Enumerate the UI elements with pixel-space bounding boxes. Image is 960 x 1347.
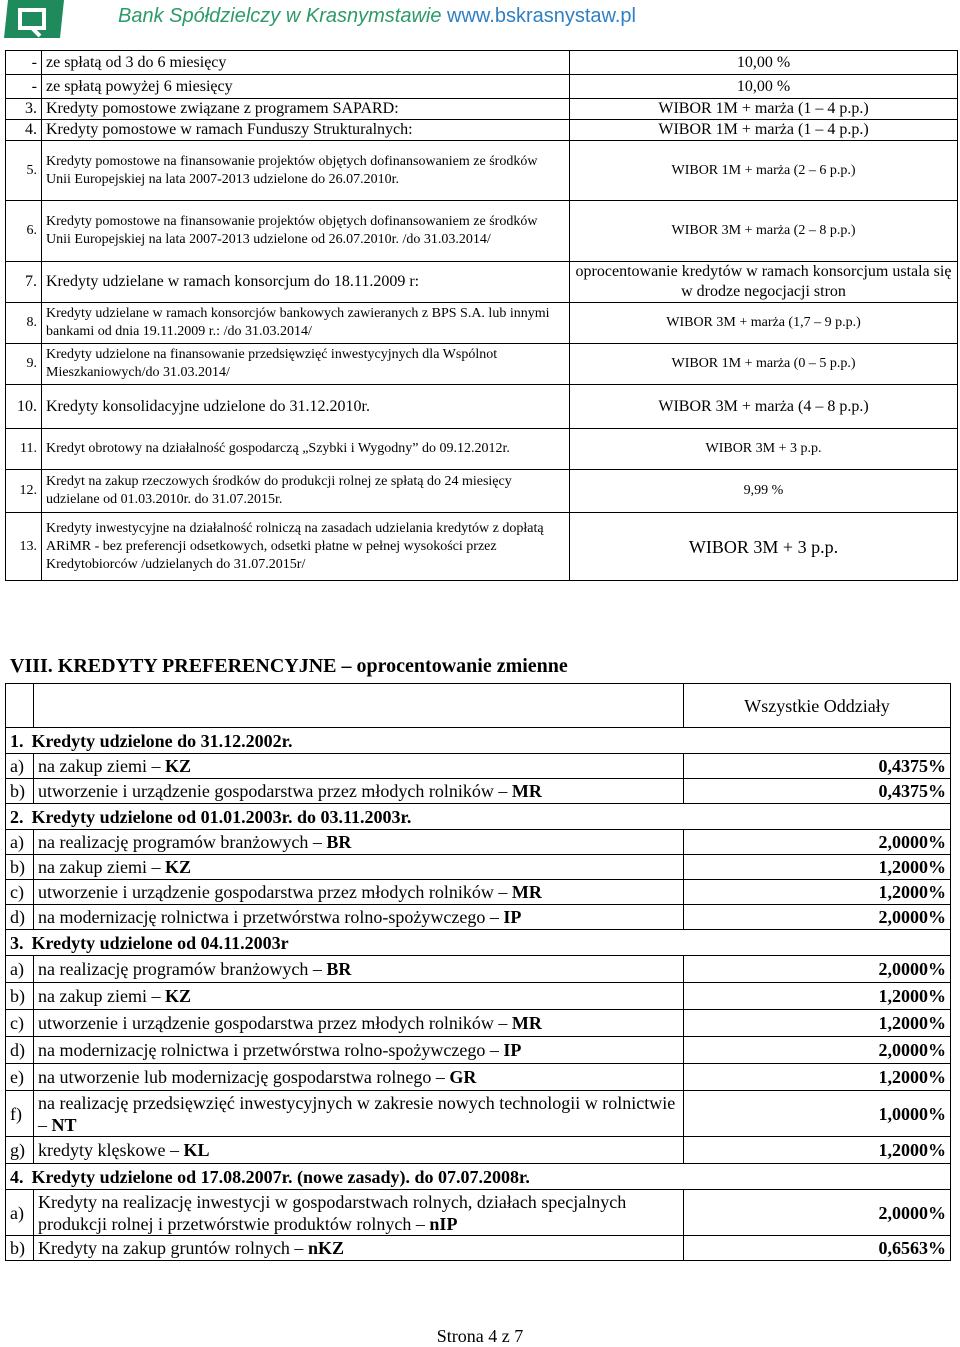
- item-code: MR: [511, 1013, 542, 1033]
- group-header-row: [6, 804, 951, 830]
- item-rate: 2,0000%: [684, 1037, 951, 1064]
- item-rate: 1,0000%: [684, 1091, 951, 1137]
- row-label: ze spłatą powyżej 6 miesięcy: [42, 75, 570, 99]
- item-code: KZ: [164, 756, 191, 776]
- item-code: KZ: [164, 857, 191, 877]
- row-number: 9.: [6, 344, 42, 385]
- item-letter: g): [6, 1137, 34, 1164]
- item-code: IP: [503, 1040, 522, 1060]
- item-rate: 2,0000%: [684, 830, 951, 855]
- item-description-cell: [34, 1010, 684, 1037]
- item-code: NT: [51, 1114, 77, 1135]
- table-row: [6, 262, 958, 303]
- item-description-cell: [34, 830, 684, 855]
- table-row: [6, 75, 958, 99]
- row-number: 4.: [6, 120, 42, 141]
- table-row: [6, 385, 958, 429]
- group-header-row: [6, 930, 951, 956]
- item-rate: 2,0000%: [684, 956, 951, 983]
- item-letter: e): [6, 1064, 34, 1091]
- item-code: nIP: [429, 1213, 458, 1234]
- table-row: [6, 754, 951, 779]
- row-rate: WIBOR 3M + marża (4 – 8 p.p.): [570, 385, 958, 429]
- row-label: Kredyty pomostowe w ramach Funduszy Strukturalnych:: [42, 120, 570, 141]
- page-header: [0, 0, 960, 42]
- row-number: -: [6, 51, 42, 75]
- item-description: na zakup ziemi –: [38, 857, 165, 877]
- row-label: Kredyty pomostowe na finansowanie projektów objętych dofinansowaniem ze środków Unii Europejskiej na lata 2007-2013 udzielone do 26.07.2010r.: [42, 141, 570, 201]
- item-description: na modernizację rolnictwa i przetwórstwa rolno-spożywczego –: [38, 1040, 504, 1060]
- item-code: KL: [183, 1140, 210, 1160]
- row-number: 11.: [6, 429, 42, 470]
- item-description: Kredyty na zakup gruntów rolnych –: [38, 1238, 308, 1258]
- group-title: Kredyty udzielone od 04.11.2003r: [31, 932, 289, 953]
- row-number: 12.: [6, 470, 42, 513]
- table-row: [6, 1236, 951, 1261]
- row-label: Kredyty udzielane w ramach konsorcjów bankowych zawieranych z BPS S.A. lub innymi bankami od dnia 19.11.2009 r.: /do 31.03.2014/: [42, 303, 570, 344]
- table-row: [6, 830, 951, 855]
- group-title: Kredyty udzielone od 17.08.2007r. (nowe zasady). do 07.07.2008r.: [31, 1166, 530, 1187]
- row-rate: 10,00 %: [570, 75, 958, 99]
- item-code: nKZ: [307, 1238, 344, 1258]
- item-letter: a): [6, 754, 34, 779]
- item-code: BR: [326, 832, 352, 852]
- item-description: kredyty klęskowe –: [38, 1140, 184, 1160]
- group-header-row: [6, 1164, 951, 1190]
- bank-url-link[interactable]: www.bskrasnystaw.pl: [447, 5, 636, 27]
- column-header: Wszystkie Oddziały: [684, 684, 951, 728]
- table-row: [6, 983, 951, 1010]
- item-code: GR: [449, 1067, 477, 1087]
- row-rate: WIBOR 1M + marża (1 – 4 p.p.): [570, 120, 958, 141]
- row-number: 5.: [6, 141, 42, 201]
- table-row: [6, 429, 958, 470]
- section-title: VIII. KREDYTY PREFERENCYJNE – oprocentowanie zmienne: [10, 655, 568, 677]
- group-title: Kredyty udzielone od 01.01.2003r. do 03.11.2003r.: [31, 806, 412, 827]
- row-number: 3.: [6, 99, 42, 120]
- group-title: Kredyty udzielone do 31.12.2002r.: [31, 730, 293, 751]
- table-row: [6, 956, 951, 983]
- item-code: KZ: [164, 986, 191, 1006]
- item-description-cell: [34, 1091, 684, 1137]
- row-number: 10.: [6, 385, 42, 429]
- item-description: na zakup ziemi –: [38, 756, 165, 776]
- row-rate: 10,00 %: [570, 51, 958, 75]
- row-rate: WIBOR 3M + marża (1,7 – 9 p.p.): [570, 303, 958, 344]
- table-row: [6, 1037, 951, 1064]
- item-rate: 1,2000%: [684, 880, 951, 905]
- table-row: [6, 855, 951, 880]
- row-label: ze spłatą od 3 do 6 miesięcy: [42, 51, 570, 75]
- table-row: [6, 1137, 951, 1164]
- item-description-cell: [34, 905, 684, 930]
- row-rate: oprocentowanie kredytów w ramach konsorcjum ustala się w drodze negocjacji stron: [570, 262, 958, 303]
- item-code: BR: [326, 959, 352, 979]
- item-code: MR: [511, 781, 542, 801]
- item-description: utworzenie i urządzenie gospodarstwa przez młodych rolników –: [38, 781, 512, 801]
- item-description-cell: [34, 983, 684, 1010]
- group-header-row: [6, 728, 951, 754]
- bank-name: Bank Spółdzielczy w Krasnymstawie: [118, 5, 442, 27]
- row-label: Kredyt na zakup rzeczowych środków do produkcji rolnej ze spłatą do 24 miesięcy udzielane od 01.03.2010r. do 31.07.2015r.: [42, 470, 570, 513]
- item-letter: a): [6, 956, 34, 983]
- item-description-cell: [34, 1190, 684, 1236]
- row-label: Kredyt obrotowy na działalność gospodarczą „Szybki i Wygodny” do 09.12.2012r.: [42, 429, 570, 470]
- item-description: na utworzenie lub modernizację gospodarstwa rolnego –: [38, 1067, 450, 1087]
- item-code: IP: [503, 907, 522, 927]
- item-description-cell: [34, 754, 684, 779]
- item-rate: 1,2000%: [684, 855, 951, 880]
- item-code: MR: [511, 882, 542, 902]
- row-rate: WIBOR 1M + marża (0 – 5 p.p.): [570, 344, 958, 385]
- item-description-cell: [34, 956, 684, 983]
- item-description: na realizację programów branżowych –: [38, 832, 327, 852]
- item-description-cell: [34, 779, 684, 804]
- item-rate: 0,4375%: [684, 779, 951, 804]
- row-label: Kredyty inwestycyjne na działalność rolniczą na zasadach udzielania kredytów z dopłatą ARiMR - bez preferencji odsetkowych, odsetki płatne w pełnej wysokości przez Kredytobiorców /udzielanych do 31.07.2015r/: [42, 513, 570, 581]
- item-description: Kredyty na realizację inwestycji w gospodarstwach rolnych, działach specjalnych produkcji rolnej i przetwórstwie produktów rolnych –: [38, 1191, 627, 1234]
- row-rate: WIBOR 3M + 3 p.p.: [570, 429, 958, 470]
- item-rate: 1,2000%: [684, 1137, 951, 1164]
- table-row: [6, 779, 951, 804]
- group-number: 3.: [10, 932, 24, 953]
- row-rate: 9,99 %: [570, 470, 958, 513]
- item-rate: 0,4375%: [684, 754, 951, 779]
- row-number: -: [6, 75, 42, 99]
- rates-table: [5, 50, 958, 581]
- item-rate: 2,0000%: [684, 1190, 951, 1236]
- item-letter: b): [6, 1236, 34, 1261]
- item-rate: 1,2000%: [684, 983, 951, 1010]
- item-description-cell: [34, 1236, 684, 1261]
- item-letter: c): [6, 1010, 34, 1037]
- row-label: Kredyty konsolidacyjne udzielone do 31.12.2010r.: [42, 385, 570, 429]
- table-row: [6, 905, 951, 930]
- item-rate: 1,2000%: [684, 1064, 951, 1091]
- table-row: [6, 120, 958, 141]
- preferential-rates-table: [5, 683, 951, 1261]
- item-description: na zakup ziemi –: [38, 986, 165, 1006]
- table-row: [6, 880, 951, 905]
- row-number: 8.: [6, 303, 42, 344]
- row-rate: WIBOR 1M + marża (1 – 4 p.p.): [570, 99, 958, 120]
- item-letter: a): [6, 830, 34, 855]
- item-description-cell: [34, 1037, 684, 1064]
- table-row: [6, 1190, 951, 1236]
- row-rate: WIBOR 3M + 3 p.p.: [570, 513, 958, 581]
- item-description: na realizację przedsięwzięć inwestycyjnych w zakresie nowych technologii w rolnictwie –: [38, 1092, 676, 1135]
- item-description-cell: [34, 855, 684, 880]
- item-letter: b): [6, 779, 34, 804]
- item-description-cell: [34, 880, 684, 905]
- item-description: na modernizację rolnictwa i przetwórstwa rolno-spożywczego –: [38, 907, 504, 927]
- page-number: Strona 4 z 7: [436, 1326, 524, 1346]
- table-row: [6, 1064, 951, 1091]
- table-row: [6, 1010, 951, 1037]
- row-number: 6.: [6, 201, 42, 262]
- table-row: [6, 201, 958, 262]
- table-row: [6, 513, 958, 581]
- table-row: [6, 303, 958, 344]
- group-number: 1.: [10, 730, 24, 751]
- row-rate: WIBOR 1M + marża (2 – 6 p.p.): [570, 141, 958, 201]
- item-description: utworzenie i urządzenie gospodarstwa przez młodych rolników –: [38, 1013, 512, 1033]
- item-rate: 0,6563%: [684, 1236, 951, 1261]
- row-label: Kredyty udzielane w ramach konsorcjum do 18.11.2009 r:: [42, 262, 570, 303]
- item-letter: d): [6, 1037, 34, 1064]
- item-letter: b): [6, 983, 34, 1010]
- item-description-cell: [34, 1064, 684, 1091]
- header-title: [118, 5, 636, 28]
- item-description-cell: [34, 1137, 684, 1164]
- item-letter: d): [6, 905, 34, 930]
- item-letter: c): [6, 880, 34, 905]
- row-label: Kredyty pomostowe związane z programem SAPARD:: [42, 99, 570, 120]
- row-rate: WIBOR 3M + marża (2 – 8 p.p.): [570, 201, 958, 262]
- table-row: [6, 141, 958, 201]
- row-label: Kredyty udzielone na finansowanie przedsięwzięć inwestycyjnych dla Wspólnot Mieszkaniowych/do 31.03.2014/: [42, 344, 570, 385]
- group-number: 2.: [10, 806, 24, 827]
- row-number: 13.: [6, 513, 42, 581]
- item-letter: f): [6, 1091, 34, 1137]
- item-letter: a): [6, 1190, 34, 1236]
- item-letter: b): [6, 855, 34, 880]
- table-row: [6, 99, 958, 120]
- group-number: 4.: [10, 1166, 24, 1187]
- table-row: [6, 470, 958, 513]
- row-number: 7.: [6, 262, 42, 303]
- item-description: utworzenie i urządzenie gospodarstwa przez młodych rolników –: [38, 882, 512, 902]
- table-row: [6, 51, 958, 75]
- bank-logo-icon: [4, 0, 64, 40]
- item-rate: 1,2000%: [684, 1010, 951, 1037]
- item-description: na realizację programów branżowych –: [38, 959, 327, 979]
- table-row: [6, 344, 958, 385]
- item-rate: 2,0000%: [684, 905, 951, 930]
- table-row: [6, 1091, 951, 1137]
- row-label: Kredyty pomostowe na finansowanie projektów objętych dofinansowaniem ze środków Unii Europejskiej na lata 2007-2013 udzielone od 26.07.2010r. /do 31.03.2014/: [42, 201, 570, 262]
